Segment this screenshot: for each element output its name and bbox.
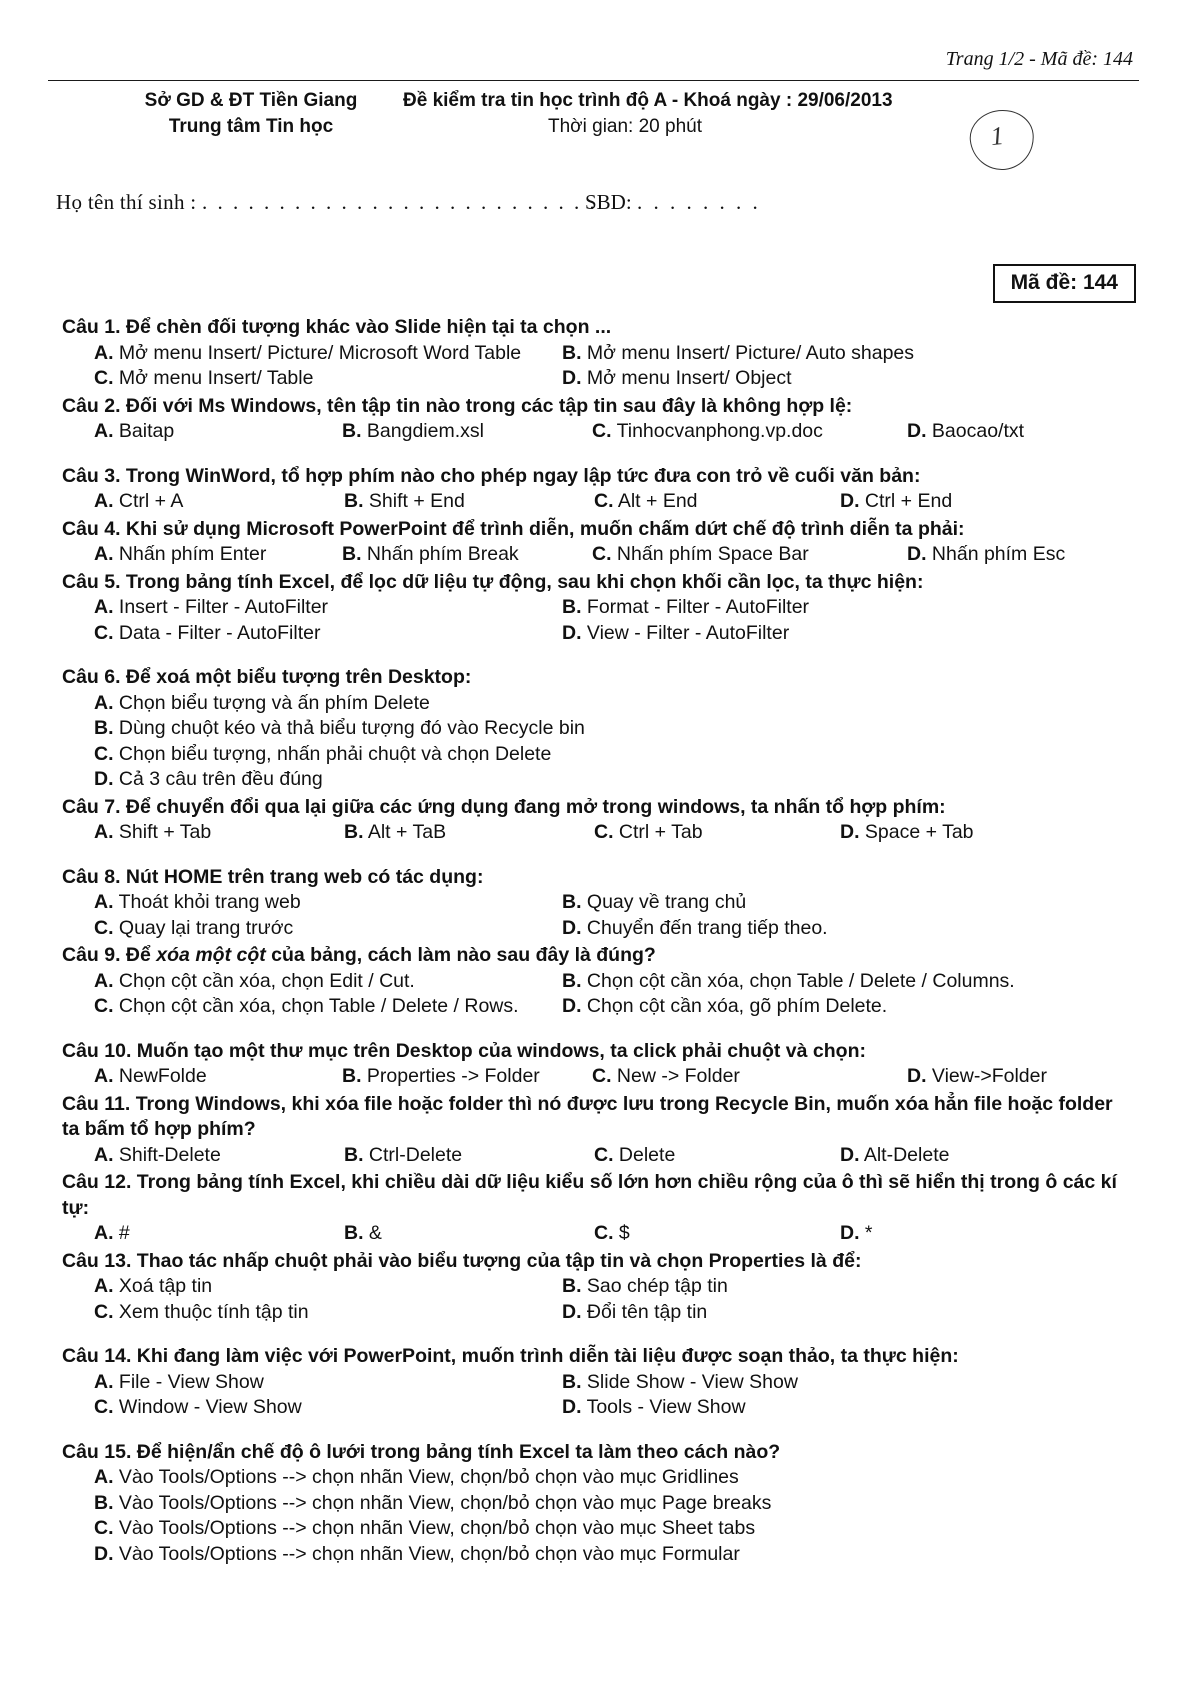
question-stem: Câu 10. Muốn tạo một thư mục trên Desktop của windows, ta click phải chuột và chọn: (62, 1039, 866, 1062)
option-d[interactable]: D. * (840, 1222, 873, 1244)
question-item (56, 570, 1121, 647)
question-stem: Câu 2. Đối với Ms Windows, tên tập tin nào trong các tập tin sau đây là không hợp lệ: (62, 394, 853, 417)
question-item (56, 665, 1121, 793)
option-c[interactable]: C. New -> Folder (592, 1065, 740, 1087)
option-a[interactable]: A. Thoát khỏi trang web (94, 891, 301, 913)
question-item (56, 1092, 1121, 1169)
spacer (56, 1423, 1121, 1440)
option-a[interactable]: A. # (94, 1222, 130, 1244)
candidate-name-line (56, 190, 597, 215)
school-name-line2: Trung tâm Tin học (168, 116, 334, 137)
option-b[interactable]: B. Sao chép tập tin (562, 1275, 728, 1297)
option-b[interactable]: B. Quay về trang chủ (562, 891, 747, 913)
question-stem: Câu 8. Nút HOME trên trang web có tác dụng: (62, 865, 484, 888)
option-c[interactable]: C. Vào Tools/Options --> chọn nhãn View, chọn/bỏ chọn vào mục Sheet tabs (94, 1517, 756, 1539)
question-stem: Câu 12. Trong bảng tính Excel, khi chiều dài dữ liệu kiểu số lớn hơn chiều rộng của ô thì sẽ hiển thị trong ô các kí tự: (62, 1171, 1117, 1219)
candidate-number-line (585, 190, 761, 215)
option-b[interactable]: B. Shift + End (344, 490, 465, 512)
exam-duration: Thời gian: 20 phút (548, 116, 703, 137)
header-divider (48, 80, 1139, 81)
option-group (94, 691, 1121, 793)
option-d[interactable]: D. Nhấn phím Esc (907, 543, 1066, 565)
option-b[interactable]: B. Nhấn phím Break (342, 543, 519, 565)
option-b[interactable]: B. Ctrl-Delete (344, 1143, 463, 1166)
option-group (94, 542, 1121, 568)
option-row (94, 1143, 1121, 1169)
option-c[interactable]: C. Chọn biểu tượng, nhấn phải chuột và chọn Delete (94, 742, 552, 765)
option-c[interactable]: C. Delete (594, 1143, 676, 1166)
option-d[interactable]: D. Space + Tab (840, 821, 974, 843)
option-a[interactable]: A. Baitap (94, 420, 175, 442)
option-c[interactable]: C. Nhấn phím Space Bar (592, 543, 809, 565)
question-item (56, 1170, 1121, 1247)
option-d[interactable]: D. Chuyển đến trang tiếp theo. (562, 916, 828, 939)
question-stem: Câu 3. Trong WinWord, tổ hợp phím nào cho phép ngay lập tức đưa con trỏ về cuối văn bản: (62, 464, 921, 487)
question-item (56, 865, 1121, 942)
spacer (56, 1022, 1121, 1039)
option-row (94, 890, 1121, 916)
question-item (56, 394, 1121, 445)
question-stem: Câu 6. Để xoá một biểu tượng trên Desktop: (62, 666, 472, 688)
question-stem: Câu 4. Khi sử dụng Microsoft PowerPoint để trình diễn, muốn chấm dứt chế độ trình diễn ta phải: (62, 517, 965, 540)
option-b[interactable]: B. Format - Filter - AutoFilter (562, 596, 810, 618)
option-row (94, 419, 1121, 445)
option-b[interactable]: B. Chọn cột cần xóa, chọn Table / Delete / Columns. (562, 969, 1015, 992)
option-row (94, 542, 1121, 568)
option-row (94, 1370, 1121, 1396)
option-group (94, 1465, 1121, 1567)
spacer (56, 648, 1121, 665)
spacer (56, 848, 1121, 865)
option-row (94, 1221, 1121, 1247)
option-d[interactable]: D. Chọn cột cần xóa, gõ phím Delete. (562, 995, 888, 1017)
option-c[interactable]: C. Alt + End (594, 490, 698, 512)
option-group (94, 969, 1121, 1020)
option-row (94, 341, 1121, 367)
option-group (94, 595, 1121, 646)
option-row (94, 1395, 1121, 1421)
exam-title: Đề kiểm tra tin học trình độ A - Khoá ngày : 29/06/2013 (403, 90, 893, 111)
option-row (94, 366, 1121, 392)
option-a[interactable]: A. Shift + Tab (94, 821, 212, 843)
question-stem: Câu 9. Để xóa một cột của bảng, cách làm nào sau đây là đúng? (62, 944, 656, 966)
option-b[interactable]: B. Properties -> Folder (342, 1065, 540, 1087)
option-group (94, 890, 1121, 941)
option-group (94, 1370, 1121, 1421)
sbd-blank: . . . . . . . . (636, 190, 761, 214)
question-stem: Câu 15. Để hiện/ẩn chế độ ô lưới trong bảng tính Excel ta làm theo cách nào? (62, 1440, 781, 1463)
document-header (48, 88, 1139, 158)
option-a[interactable]: A. Ctrl + A (94, 490, 184, 512)
option-group (94, 489, 1121, 515)
option-row (94, 595, 1121, 621)
option-row (94, 820, 1121, 846)
option-c[interactable]: C. Tinhocvanphong.vp.doc (592, 420, 823, 442)
question-item (56, 315, 1121, 392)
option-b[interactable]: B. Dùng chuột kéo và thả biểu tượng đó vào Recycle bin (94, 717, 585, 739)
option-row (94, 916, 1121, 942)
option-d[interactable]: D. Tools - View Show (562, 1396, 746, 1418)
option-row (94, 1064, 1121, 1090)
option-group (94, 1143, 1121, 1169)
question-stem: Câu 13. Thao tác nhấp chuột phải vào biểu tượng của tập tin và chọn Properties là để: (62, 1249, 862, 1272)
option-b[interactable]: B. Alt + TaB (344, 821, 447, 843)
question-item (56, 1249, 1121, 1326)
option-c[interactable]: C. Data - Filter - AutoFilter (94, 621, 321, 644)
option-a[interactable]: A. Nhấn phím Enter (94, 543, 267, 565)
question-item (56, 795, 1121, 846)
option-row (94, 1300, 1121, 1326)
option-c[interactable]: C. Mở menu Insert/ Table (94, 367, 314, 389)
option-group (94, 1274, 1121, 1325)
exam-code-box: Mã đề: 144 (993, 264, 1136, 303)
option-d[interactable]: D. View->Folder (907, 1065, 1047, 1087)
question-stem: Câu 7. Để chuyển đổi qua lại giữa các ứng dụng đang mở trong windows, ta nhấn tổ hợp phím: (62, 795, 946, 818)
question-item (56, 1440, 1121, 1568)
page-number-header: Trang 1/2 - Mã đề: 144 (945, 48, 1133, 70)
option-d[interactable]: D. Ctrl + End (840, 490, 953, 512)
option-a[interactable]: A. Vào Tools/Options --> chọn nhãn View, chọn/bỏ chọn vào mục Gridlines (94, 1466, 739, 1488)
option-a[interactable]: A. Chọn cột cần xóa, chọn Edit / Cut. (94, 969, 415, 992)
question-item (56, 1039, 1121, 1090)
question-stem: Câu 1. Để chèn đối tượng khác vào Slide hiện tại ta chọn ... (62, 316, 612, 338)
option-a[interactable]: A. Insert - Filter - AutoFilter (94, 596, 329, 618)
option-a[interactable]: A. Mở menu Insert/ Picture/ Microsoft Word Table (94, 341, 522, 364)
option-row (94, 1274, 1121, 1300)
option-b[interactable]: B. Bangdiem.xsl (342, 420, 484, 442)
option-d[interactable]: D. Alt-Delete (840, 1143, 950, 1166)
option-b[interactable]: B. Slide Show - View Show (562, 1370, 798, 1393)
spacer (56, 1327, 1121, 1344)
option-row (94, 969, 1121, 995)
option-c[interactable]: C. Window - View Show (94, 1396, 302, 1418)
spacer (56, 447, 1121, 464)
stamp-number: 1 (989, 120, 1006, 152)
question-stem: Câu 5. Trong bảng tính Excel, để lọc dữ liệu tự động, sau khi chọn khối cần lọc, ta thực hiện: (62, 570, 924, 593)
option-a[interactable]: A. Chọn biểu tượng và ấn phím Delete (94, 691, 430, 714)
option-row (94, 994, 1121, 1020)
option-group (94, 1064, 1121, 1090)
option-a[interactable]: A. File - View Show (94, 1370, 264, 1393)
option-d[interactable]: D. Mở menu Insert/ Object (562, 367, 792, 389)
question-item (56, 1344, 1121, 1421)
option-b[interactable]: B. Vào Tools/Options --> chọn nhãn View, chọn/bỏ chọn vào mục Page breaks (94, 1491, 772, 1514)
option-d[interactable]: D. Đổi tên tập tin (562, 1300, 708, 1323)
option-a[interactable]: A. NewFolde (94, 1065, 207, 1087)
option-a[interactable]: A. Shift-Delete (94, 1143, 221, 1166)
option-b[interactable]: B. Mở menu Insert/ Picture/ Auto shapes (562, 341, 915, 364)
option-d[interactable]: D. Vào Tools/Options --> chọn nhãn View, chọn/bỏ chọn vào mục Formular (94, 1542, 740, 1565)
option-a[interactable]: A. Xoá tập tin (94, 1275, 213, 1297)
option-b[interactable]: B. & (344, 1222, 382, 1244)
option-group (94, 1221, 1121, 1247)
option-group (94, 820, 1121, 846)
school-name-line1: Sở GD & ĐT Tiền Giang (144, 90, 358, 111)
option-d[interactable]: D. Baocao/txt (907, 420, 1025, 442)
question-item (56, 517, 1121, 568)
candidate-name-label: Họ tên thí sinh : (56, 190, 197, 214)
option-d[interactable]: D. View - Filter - AutoFilter (562, 621, 790, 644)
option-row (94, 489, 1121, 515)
sbd-label: SBD: (585, 190, 632, 214)
option-d[interactable]: D. Cả 3 câu trên đều đúng (94, 768, 323, 790)
question-stem: Câu 14. Khi đang làm việc với PowerPoint, muốn trình diễn tài liệu được soạn thảo, ta thực hiện: (62, 1345, 959, 1367)
handwritten-stamp-icon (967, 107, 1037, 173)
option-c[interactable]: C. Ctrl + Tab (594, 821, 703, 843)
option-group (94, 341, 1121, 392)
question-stem: Câu 11. Trong Windows, khi xóa file hoặc folder thì nó được lưu trong Recycle Bin, muốn xóa hẳn file hoặc folder ta bấm tổ hợp phím? (62, 1092, 1113, 1140)
option-c[interactable]: C. Quay lại trang trước (94, 916, 294, 939)
candidate-name-blank: . . . . . . . . . . . . . . . . . . . . . . . . . . (202, 190, 598, 214)
option-group (94, 419, 1121, 445)
question-item (56, 464, 1121, 515)
question-item (56, 943, 1121, 1020)
option-row (94, 621, 1121, 647)
question-list (56, 315, 1121, 1569)
option-c[interactable]: C. $ (594, 1222, 630, 1244)
option-c[interactable]: C. Chọn cột cần xóa, chọn Table / Delete / Rows. (94, 995, 519, 1017)
school-name (106, 88, 396, 140)
option-c[interactable]: C. Xem thuộc tính tập tin (94, 1300, 309, 1323)
